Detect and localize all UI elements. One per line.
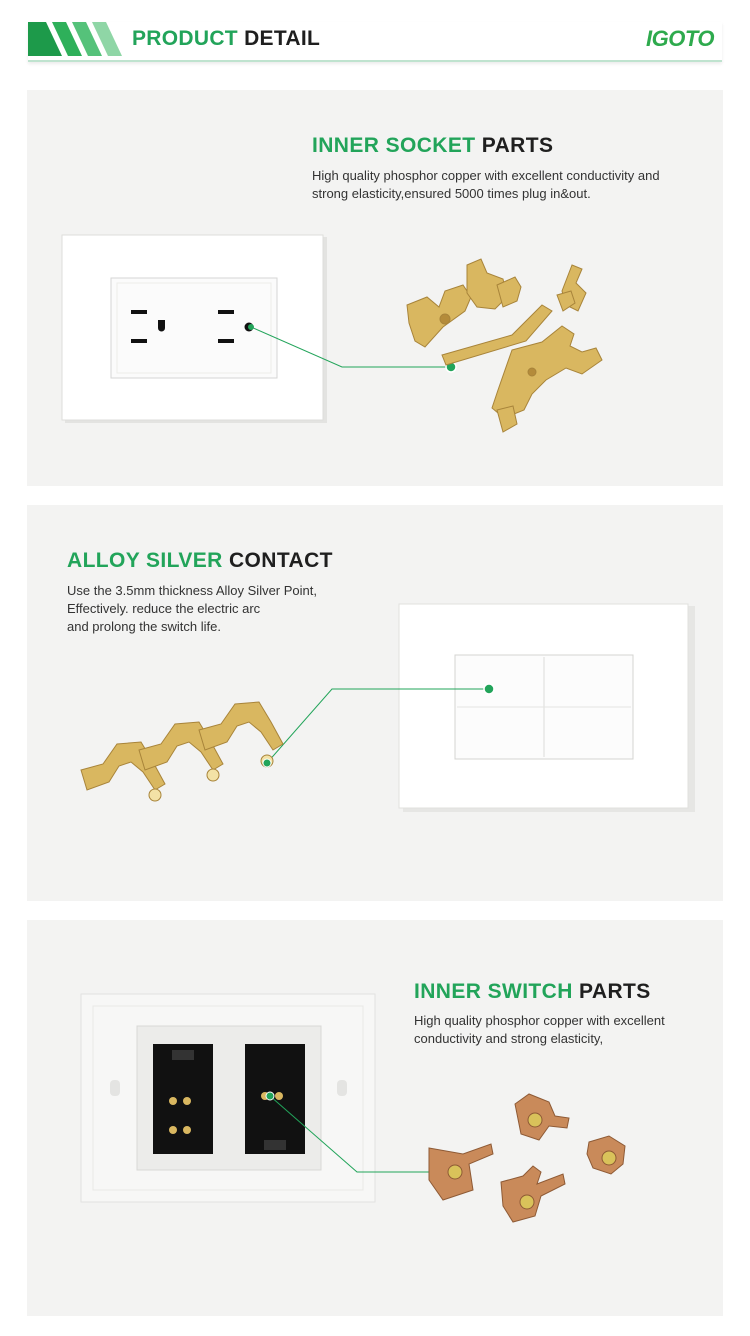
section-title <box>414 979 651 1005</box>
page-title-rest: DETAIL <box>244 27 321 50</box>
description-line: strong elasticity,ensured 5000 times plug in&out. <box>312 186 591 201</box>
description-line: High quality phosphor copper with excellent conductivity and <box>312 168 660 183</box>
description-line: High quality phosphor copper with excellent <box>414 1013 665 1028</box>
description-line: and prolong the switch life. <box>67 619 221 634</box>
section-title-rest: CONTACT <box>228 549 333 572</box>
section-description <box>414 1012 665 1048</box>
page-title-highlight: PRODUCT <box>132 27 238 50</box>
section-title-rest: PARTS <box>481 134 554 157</box>
description-line: conductivity and strong elasticity, <box>414 1031 604 1046</box>
header-stripes-icon <box>28 22 128 56</box>
section-title-rest: PARTS <box>579 980 651 1003</box>
section-title-highlight: INNER SOCKET <box>312 134 476 157</box>
section-title <box>67 548 333 574</box>
switch-back-view-icon <box>81 994 375 1202</box>
header-bar <box>28 22 722 62</box>
copper-terminal-parts-icon <box>429 1094 625 1222</box>
section-inner-switch <box>27 920 723 1316</box>
duplex-outlet-icon <box>62 235 327 423</box>
section-title-highlight: ALLOY SILVER <box>67 549 223 572</box>
section-description <box>312 167 660 203</box>
section-alloy-silver <box>27 505 723 901</box>
page-title <box>132 26 320 52</box>
section-title <box>312 133 553 159</box>
section-description <box>67 582 317 636</box>
brass-contact-clips-icon <box>81 702 283 801</box>
description-line: Use the 3.5mm thickness Alloy Silver Point, <box>67 583 317 598</box>
brass-socket-parts-icon <box>407 259 602 432</box>
section-title-highlight: INNER SWITCH <box>414 980 573 1003</box>
four-gang-switch-icon <box>399 604 695 812</box>
section-inner-socket <box>27 90 723 486</box>
brand-logo: IGOTO <box>646 26 714 51</box>
description-line: Effectively. reduce the electric arc <box>67 601 261 616</box>
